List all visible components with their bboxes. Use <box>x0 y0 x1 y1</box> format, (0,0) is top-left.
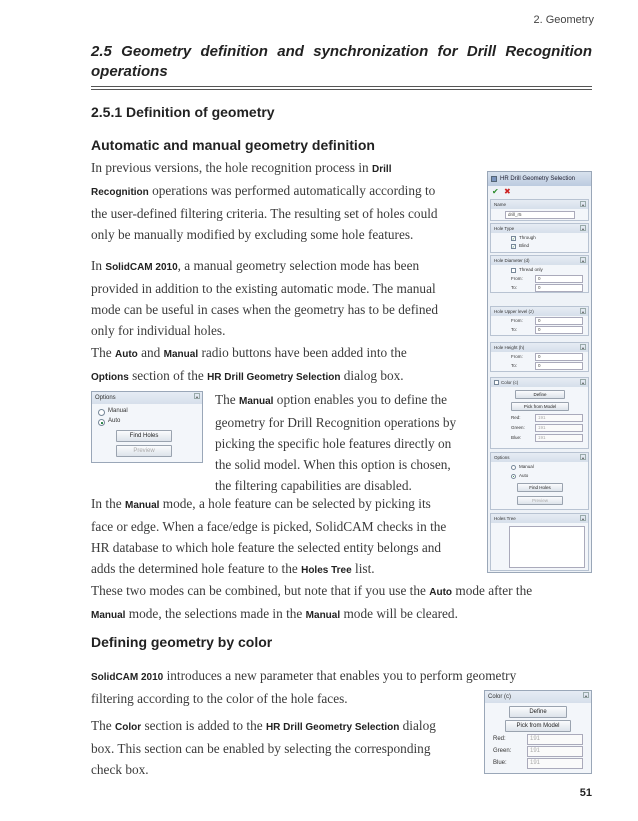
find-holes-button[interactable]: Find Holes <box>116 430 172 442</box>
options-group-header: Options ▴ <box>92 392 202 404</box>
heading-color: Defining geometry by color <box>91 634 273 650</box>
section-title: 2.5 Geometry definition and synchronization for Drill Recognition operations <box>91 43 592 80</box>
name-group <box>490 199 589 221</box>
height-from-label: From: <box>511 354 523 359</box>
subsection-title: 2.5.1 Definition of geometry <box>91 104 275 120</box>
manual-radio-label: Manual <box>108 408 128 414</box>
color-group-header: Color (c) ▴ <box>485 691 591 703</box>
title-rule-2 <box>91 89 592 90</box>
green-label: Green: <box>493 748 512 754</box>
height-to-input[interactable]: 0 <box>535 362 583 370</box>
green-input[interactable]: 191 <box>527 746 583 757</box>
hole-upper-level-group-header: Hole Upper level (z) ▴ <box>491 307 588 316</box>
auto-label-main: Auto <box>519 473 529 478</box>
paragraph-combine-modes: These two modes can be combined, but note that if you use the Auto mode after the Manual mode, the selections made in the Manual mode will be cleared. <box>91 583 533 621</box>
preview-button-main[interactable]: Preview <box>517 496 563 505</box>
blue-input-main[interactable]: 191 <box>535 434 583 442</box>
paragraph-color-section: The Color section is added to the HR Drill Geometry Selection dialog box. This section can be enabled by selecting the corresponding check box. <box>91 718 436 777</box>
holes-tree-list[interactable] <box>509 526 585 568</box>
red-label-main: Red: <box>511 415 521 420</box>
red-label: Red: <box>493 736 506 742</box>
collapse-icon[interactable]: ▴ <box>581 455 584 460</box>
upper-to-input[interactable]: 0 <box>535 326 583 334</box>
diameter-to-input[interactable]: 0 <box>535 284 583 292</box>
diameter-to-label: To: <box>511 285 518 290</box>
manual-radio[interactable] <box>98 409 105 416</box>
dialog-title-bar: HR Drill Geometry Selection <box>488 172 591 186</box>
hole-height-group-header: Hole Height (h) ▴ <box>491 343 588 352</box>
diameter-from-label: From: <box>511 276 523 281</box>
collapse-icon[interactable]: ▴ <box>195 394 198 399</box>
paragraph-radio-buttons: The Auto and Manual radio buttons have been added into the Options section of the HR Drill Geometry Selection dialog box. <box>91 345 407 383</box>
collapse-icon[interactable]: ▴ <box>581 345 584 350</box>
define-button-main[interactable]: Define <box>515 390 565 399</box>
thread-only-checkbox[interactable] <box>511 268 516 273</box>
color-group-main-header: Color (c) ▴ <box>491 378 588 387</box>
options-group <box>92 392 202 462</box>
upper-from-label: From: <box>511 318 523 323</box>
manual-label-main: Manual <box>519 464 534 469</box>
green-label-main: Green: <box>511 425 525 430</box>
auto-radio-main[interactable] <box>511 474 516 479</box>
define-button[interactable]: Define <box>509 706 567 718</box>
color-group <box>485 691 591 773</box>
title-rule <box>91 86 592 87</box>
options-group-main-header: Options ▴ <box>491 453 588 462</box>
color-group-main <box>490 377 589 449</box>
collapse-icon[interactable]: ▴ <box>581 380 584 385</box>
through-checkbox[interactable]: ✓ <box>512 236 516 241</box>
blue-input[interactable]: 191 <box>527 758 583 769</box>
running-header: 2. Geometry <box>533 14 594 26</box>
paragraph-manual-mode-intro: In SolidCAM 2010, a manual geometry selection mode has been provided in addition to the existing automatic mode. The manual mode can be useful in cases when the geometry has to be defined only for individual holes. <box>91 258 439 338</box>
upper-from-input[interactable]: 0 <box>535 317 583 325</box>
red-input[interactable]: 191 <box>527 734 583 745</box>
paragraph-manual-selection: In the Manual mode, a hole feature can be selected by picking its face or edge. When a face/edge is picked, SolidCAM checks in the HR database to which hole feature the selected entity belongs and adds the determined hole feature to the Holes Tree list. <box>91 496 447 576</box>
blind-label: Blind <box>519 243 530 248</box>
diameter-from-input[interactable]: 0 <box>535 275 583 283</box>
options-dialog-figure <box>91 391 203 463</box>
ok-check-icon[interactable]: ✔ <box>492 187 499 196</box>
blue-label: Blue: <box>493 760 507 766</box>
options-group-main <box>490 452 589 510</box>
pick-from-model-button[interactable]: Pick from Model <box>505 720 571 732</box>
name-input[interactable]: drill_r5 <box>505 211 575 219</box>
find-holes-button-main[interactable]: Find Holes <box>517 483 563 492</box>
name-group-header: Name ▴ <box>491 200 588 209</box>
paragraph-color-intro: SolidCAM 2010 introduces a new parameter that enables you to perform geometry filtering according to the color of the hole faces. <box>91 668 517 706</box>
collapse-icon[interactable]: ▴ <box>581 309 584 314</box>
heading-auto-manual: Automatic and manual geometry definition <box>91 137 375 153</box>
preview-button[interactable]: Preview <box>116 445 172 457</box>
collapse-icon[interactable]: ▴ <box>584 693 587 698</box>
blue-label-main: Blue: <box>511 435 522 440</box>
height-to-label: To: <box>511 363 518 368</box>
page-number: 51 <box>579 787 592 799</box>
hole-type-group <box>490 223 589 253</box>
color-enable-checkbox[interactable] <box>494 380 499 385</box>
hole-height-group <box>490 342 589 372</box>
app-icon <box>491 176 497 182</box>
hole-diameter-group-header: Hole Diameter (d) ▴ <box>491 256 588 265</box>
red-input-main[interactable]: 191 <box>535 414 583 422</box>
paragraph-manual-option: The Manual option enables you to define the geometry for Drill Recognition operations by picking the specific hole features directly on the solid model. When this option is chosen, the filtering capabilities are disabled. <box>215 392 457 493</box>
holes-tree-group-header: Holes Tree ▴ <box>491 514 588 523</box>
hole-diameter-group <box>490 255 589 293</box>
paragraph-previous-versions: In previous versions, the hole recognition process in Drill Recognition operations was performed automatically according to the user-defined filtering criteria. The resulting set of holes could only be manually modified by excluding some hole features. <box>91 160 438 242</box>
collapse-icon[interactable]: ▴ <box>581 516 584 521</box>
auto-radio[interactable] <box>98 419 105 426</box>
color-dialog-figure <box>484 690 592 774</box>
auto-radio-label: Auto <box>108 418 121 424</box>
hole-upper-level-group <box>490 306 589 336</box>
thread-only-label: Thread only <box>519 267 543 272</box>
through-label: Through <box>519 235 536 240</box>
pick-from-model-button-main[interactable]: Pick from Model <box>511 402 569 411</box>
green-input-main[interactable]: 191 <box>535 424 583 432</box>
hole-type-group-header: Hole Type ▴ <box>491 224 588 233</box>
blind-checkbox[interactable]: ✓ <box>512 244 516 249</box>
holes-tree-group <box>490 513 589 571</box>
height-from-input[interactable]: 0 <box>535 353 583 361</box>
cancel-x-icon[interactable]: ✖ <box>504 187 511 196</box>
manual-radio-main[interactable] <box>511 465 516 470</box>
collapse-icon[interactable]: ▴ <box>581 258 584 263</box>
hr-drill-geometry-dialog <box>487 171 592 573</box>
upper-to-label: To: <box>511 327 518 332</box>
collapse-icon[interactable]: ▴ <box>581 226 584 231</box>
collapse-icon[interactable]: ▴ <box>581 202 584 207</box>
